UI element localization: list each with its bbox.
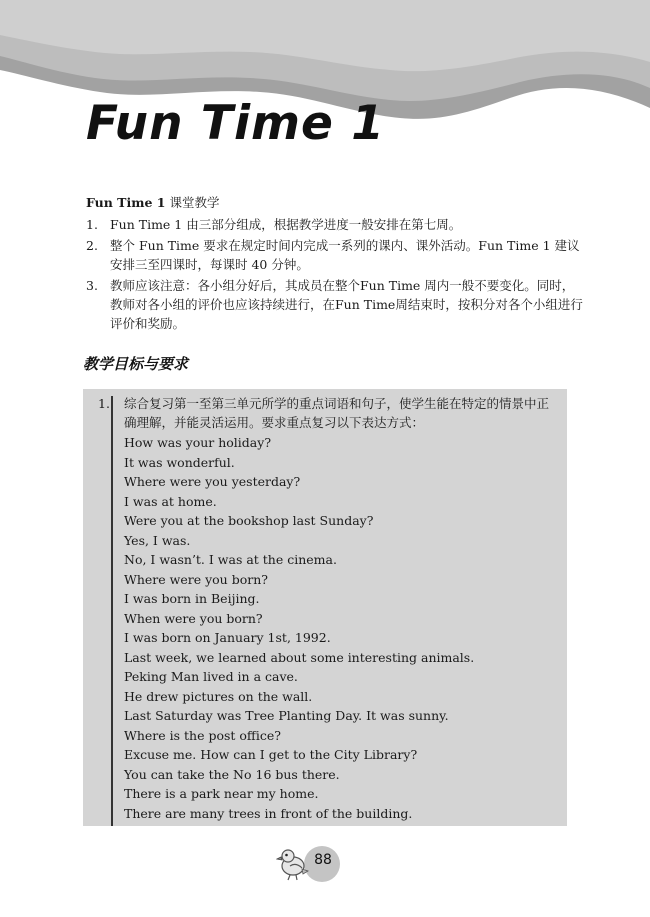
sentence-item: I was born on January 1st, 1992. — [124, 630, 331, 645]
sentence-item: No, I wasn’t. I was at the cinema. — [124, 552, 337, 567]
sentence-item: How was your holiday? — [124, 435, 272, 450]
intro-item-text: 整个 Fun Time 要求在规定时间内完成一系列的课内、课外活动。Fun Time 1 建议安排三至四课时，每课时 40 分钟。 — [110, 238, 580, 272]
sentence-item: Where were you born? — [124, 571, 268, 587]
intro-item-number: 3. — [86, 278, 98, 293]
sentence-item: There are many trees in front of the building. — [124, 805, 413, 821]
intro-list-item — [86, 276, 586, 333]
intro-item-text: 教师应该注意：各小组分好后，其成员在整个Fun Time 周内一般不要变化。同时，教师对各小组的评价也应该持续进行，在Fun Time周结束时，按积分对各个小组进行评价和奖励。 — [110, 278, 583, 331]
intro-heading — [86, 193, 586, 212]
intro-item-text: Fun Time 1 由三部分组成，根据教学进度一般安排在第七周。 — [110, 217, 462, 232]
sentence-item: I was at home. — [124, 493, 217, 509]
sentence-item: I was born in Beijing. — [124, 591, 260, 606]
sentence-item: He drew pictures on the wall. — [124, 688, 313, 704]
sentence-item: Last week, we learned about some interesting animals. — [124, 649, 475, 665]
sentence-item: Excuse me. How can I get to the City Library? — [124, 747, 418, 762]
sentence-item: When were you born? — [124, 610, 263, 626]
intro-item-number: 2. — [86, 238, 98, 253]
intro-list-item — [86, 236, 586, 274]
intro-item-number: 1. — [86, 217, 98, 232]
goal-content — [124, 394, 554, 823]
sentence-item: Where is the post office? — [124, 727, 281, 743]
sentence-item: Were you at the bookshop last Sunday? — [124, 513, 374, 528]
sentence-item: It was wonderful. — [124, 454, 235, 470]
sentence-item: Peking Man lived in a cave. — [124, 669, 298, 684]
page-number: 88 — [314, 852, 332, 868]
page-title: Fun Time 1 — [86, 96, 385, 151]
sentence-list — [124, 433, 554, 823]
intro-heading-bold: Fun Time 1 — [86, 195, 166, 210]
intro-list-item — [86, 215, 586, 234]
goal-number: 1. — [98, 396, 113, 826]
sentence-item: There is a park near my home. — [124, 786, 319, 801]
goal-box — [83, 389, 567, 826]
sentence-item: Where were you yesterday? — [124, 474, 301, 489]
sentence-item: Yes, I was. — [124, 532, 191, 548]
intro-heading-text: 课堂教学 — [169, 195, 220, 210]
sentence-item: You can take the No 16 bus there. — [124, 766, 340, 782]
section-heading: 教学目标与要求 — [83, 355, 189, 373]
intro-section — [86, 193, 586, 335]
sentence-item: Last Saturday was Tree Planting Day. It was sunny. — [124, 708, 449, 723]
intro-list — [86, 215, 586, 333]
goal-description: 综合复习第一至第三单元所学的重点词语和句子，使学生能在特定的情景中正确理解，并能灵活运用。要求重点复习以下表达方式： — [124, 396, 550, 430]
